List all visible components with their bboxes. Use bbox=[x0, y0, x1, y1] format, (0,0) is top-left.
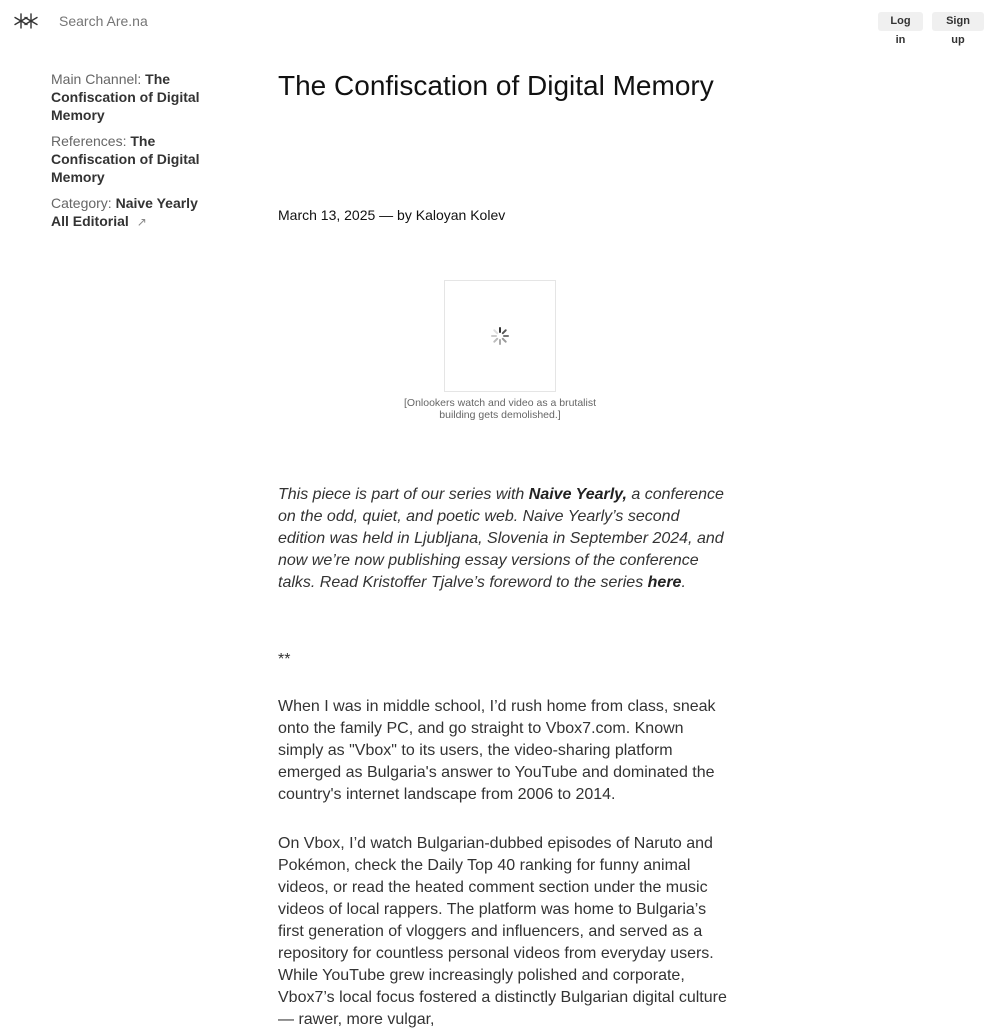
article-title: The Confiscation of Digital Memory bbox=[278, 70, 714, 101]
series-intro bbox=[278, 484, 728, 594]
section-separator: ** bbox=[278, 651, 291, 668]
image-caption: [Onlookers watch and video as a brutalist building gets demolished.] bbox=[403, 397, 597, 421]
references-info bbox=[51, 132, 201, 186]
intro-text-2: a conference on the odd, quiet, and poetic web. Naive Yearly’s second edition was held in Ljubljana, Slovenia in September 2024, and now we’re now publishing essay versions of the conference talks. Read Kristoffer Tjalve’s foreword to the series bbox=[278, 486, 724, 591]
category-info bbox=[51, 194, 201, 231]
intro-text-end: . bbox=[681, 574, 686, 591]
category-label: Category: bbox=[51, 195, 112, 211]
references-link[interactable]: The Confiscation of Digital Memory bbox=[51, 133, 200, 185]
external-link-icon[interactable]: ↗ bbox=[136, 215, 147, 229]
foreword-link[interactable]: here bbox=[647, 574, 682, 591]
paragraph-1: When I was in middle school, I’d rush home from class, sneak onto the family PC, and go straight to Vbox7.com. Known simply as "Vbox" to its users, the video-sharing platform emerged as Bulgaria's answer to YouTube and dominated the country's internet landscape from 2006 to 2014. bbox=[278, 698, 716, 803]
image-placeholder[interactable] bbox=[444, 280, 556, 392]
references-label: References: bbox=[51, 133, 127, 149]
search-input[interactable] bbox=[59, 13, 240, 29]
arena-logo-icon[interactable] bbox=[14, 11, 38, 31]
top-bar bbox=[0, 0, 1000, 46]
article-figure bbox=[390, 280, 610, 421]
category-link[interactable]: Naive Yearly All Editorial bbox=[51, 195, 198, 229]
main-channel-link[interactable]: The Confiscation of Digital Memory bbox=[51, 71, 200, 123]
main-channel-label: Main Channel: bbox=[51, 71, 142, 87]
article-byline: March 13, 2025 — by Kaloyan Kolev bbox=[278, 207, 506, 223]
signup-button[interactable]: Sign up bbox=[932, 12, 984, 31]
login-button[interactable]: Log in bbox=[878, 12, 923, 31]
loading-spinner-icon bbox=[490, 326, 510, 346]
intro-text-1: This piece is part of our series with bbox=[278, 486, 529, 503]
paragraph-2: On Vbox, I’d watch Bulgarian-dubbed episodes of Naruto and Pokémon, check the Daily Top 40 ranking for funny animal videos, or read the heated comment section under the music videos of local rappers. The platform was home to Bulgaria’s first generation of vloggers and influencers, and served as a repository for countless personal videos from everyday users. While YouTube grew increasingly polished and corporate, Vbox7’s local focus fostered a distinctly Bulgarian digital culture — rawer, more vulgar, bbox=[278, 835, 727, 1028]
naive-yearly-link[interactable]: Naive Yearly, bbox=[528, 486, 627, 503]
main-channel-info bbox=[51, 70, 201, 124]
channel-sidebar bbox=[51, 70, 201, 239]
